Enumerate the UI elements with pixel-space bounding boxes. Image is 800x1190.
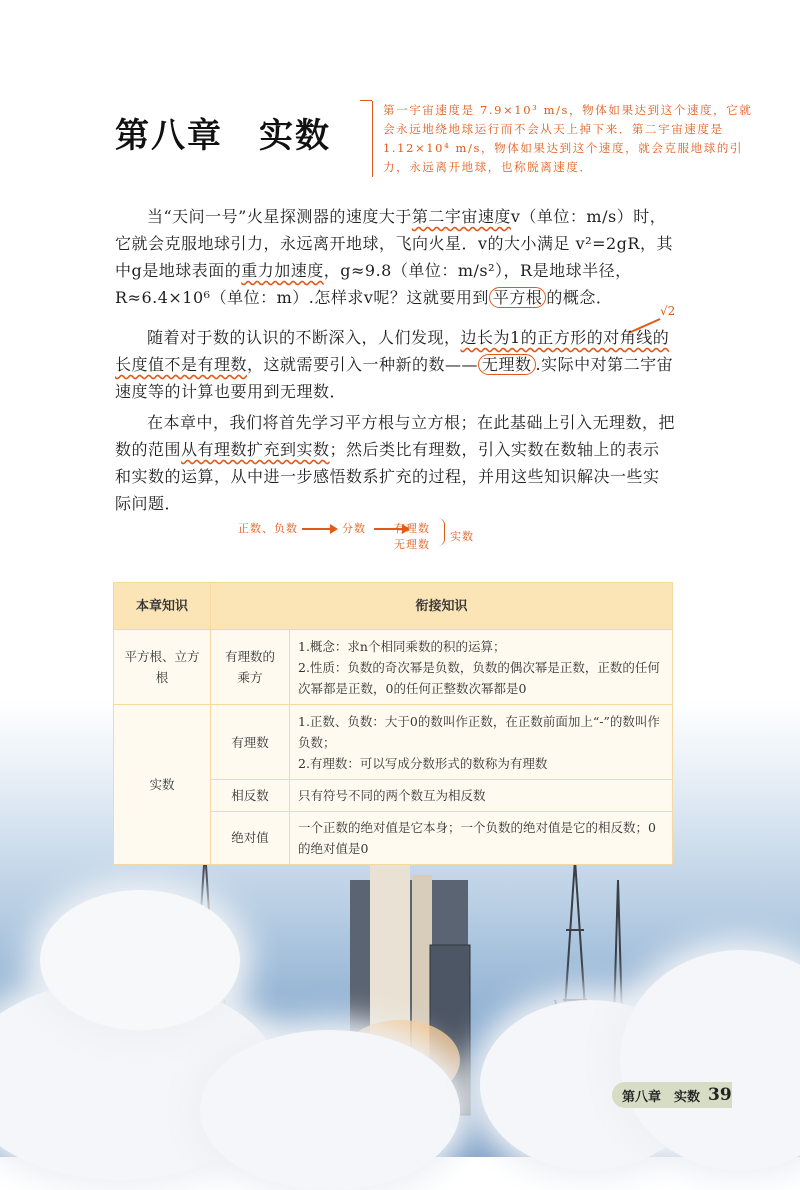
table-line: 2.有理数：可以写成分数形式的数称为有理数 (298, 755, 548, 771)
table-line: 2.性质：负数的奇次幂是负数，负数的偶次幂是正数，正数的任何次幂都是正数，0的任何正整数次幂都是0 (298, 659, 660, 696)
side-note: 第一宇宙速度是 7.9×10³ m/s，物体如果达到这个速度，它就会永远地绕地球运行而不会从天上掉下来．第二宇宙速度是 1.12×10⁴ m/s，物体如果达到这个速度，就会克服地球的引力，永远离开地球，也称脱离速度． (372, 101, 753, 177)
text-segment: 当“天问一号”火星探测器的速度大于 (147, 207, 412, 226)
intro-paragraph-2 (115, 324, 675, 405)
highlight-extension: 从有理数扩充到实数 (181, 440, 330, 459)
table-cell: 相反数 (211, 780, 290, 811)
table-cell: 绝对值 (211, 811, 290, 864)
highlight-diagonal: 边长为1的正方形的对角线的长度值不是有理数 (115, 328, 670, 374)
intro-paragraph-1 (115, 203, 675, 311)
text-segment: .实际中对第二宇宙速度等的计算也要用到无理数． (115, 355, 674, 401)
highlight-second-cosmic-velocity: 第二宇宙速度 (411, 207, 511, 226)
brace-icon (438, 518, 445, 546)
text-segment: 随着对于数的认识的不断深入，人们发现， (147, 328, 461, 347)
highlight-gravity: 重力加速度 (241, 261, 324, 280)
text-segment: ，这就需要引入一种新的数—— (247, 355, 479, 374)
table-cell: 只有符号不同的两个数互为相反数 (290, 780, 673, 811)
circled-square-root: 平方根 (489, 287, 547, 308)
footer-chapter: 第八章 实数 (622, 1089, 701, 1105)
table-row (114, 630, 673, 705)
table-cell: 实数 (114, 705, 211, 865)
table-line: 1.正数、负数：大于0的数叫作正数，在正数前面加上“-”的数叫作负数； (298, 713, 660, 750)
table-line: 1.概念：求n个相同乘数的积的运算； (298, 638, 506, 654)
table-cell: 一个正数的绝对值是它本身；一个负数的绝对值是它的相反数；0的绝对值是0 (290, 811, 673, 864)
arrow-icon (302, 528, 336, 530)
table-row (114, 705, 673, 780)
chapter-title: 第八章 实数 (115, 116, 331, 156)
text-segment: ；然后类比有理数，引入实数在数轴上的表示和实数的运算，从中进一步感悟数系扩充的过程，并用这些知识解决一些实际问题． (115, 440, 660, 513)
header-chapter-knowledge: 本章知识 (114, 583, 211, 630)
header-linked-knowledge: 衔接知识 (211, 583, 673, 630)
text-segment: 在本章中，我们将首先学习平方根与立方根；在此基础上引入无理数，把数的范围 (115, 413, 676, 459)
sqrt2-annotation: √2 (660, 304, 676, 318)
flow-real: 实数 (450, 530, 474, 543)
table-cell: 有理数的乘方 (211, 630, 290, 705)
page-number: 39 (708, 1085, 732, 1105)
side-note-connector (360, 100, 372, 101)
circled-irrational: 无理数 (478, 354, 536, 375)
table-cell (290, 705, 673, 780)
table-header-row (114, 583, 673, 630)
flow-integers: 正数、负数 (238, 522, 298, 535)
intro-paragraph-3 (115, 409, 675, 517)
text-segment: ，g≈9.8（单位：m/s²），R是地球半径，R≈6.4×10⁶（单位：m）.怎样求v呢？这就要用到 (115, 261, 632, 307)
flow-rational: 有理数 (394, 522, 430, 535)
page-footer (612, 1082, 732, 1108)
knowledge-table (113, 582, 673, 865)
text-segment: 的概念． (546, 288, 613, 307)
table-cell: 有理数 (211, 705, 290, 780)
flow-irrational: 无理数 (394, 538, 430, 551)
table-cell: 平方根、立方根 (114, 630, 211, 705)
table-cell (290, 630, 673, 705)
flow-fractions: 分数 (342, 522, 366, 535)
text-segment: v（单位：m/s）时，它就会克服地球引力，永远离开地球，飞向火星．v的大小满足 v²=2gR，其中g是地球表面的 (115, 207, 673, 280)
